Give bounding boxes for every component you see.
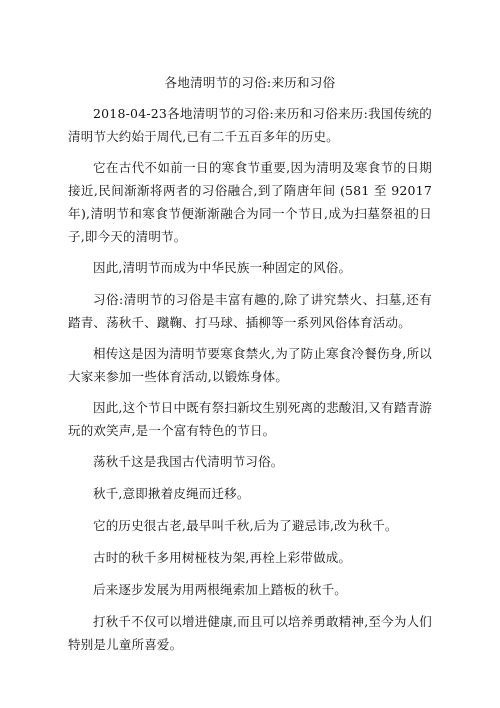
paragraph-custom-fixed: 因此,清明节而成为中华民族一种固定的风俗。 — [93, 260, 352, 275]
paragraph-intro: 2018-04-23各地清明节的习俗:来历和习俗来历:我国传统的清明节大约始于周代,已有二千五百多年的历史。 — [68, 106, 432, 144]
paragraph-swing-ancient: 古时的秋千多用树桠枝为架,再栓上彩带做成。 — [93, 550, 352, 565]
paragraph-swing-benefits: 打秋千不仅可以增进健康,而且可以培养勇敢精神,至今为人们特别是儿童所喜爱。 — [68, 614, 432, 652]
paragraph-history: 它在古代不如前一日的寒食节重要,因为清明及寒食节的日期接近,民间渐渐将两者的习俗融合,到了隋唐年间 (581 至 92017 年),清明节和寒食节便渐渐融合为同一个节日,成为扫墓祭祖的日子,即今天的清明节。 — [68, 160, 432, 244]
paragraph-swing-history: 它的历史很古老,最早叫千秋,后为了避忌讳,改为秋千。 — [93, 518, 398, 533]
paragraph-swing-development: 后来逐步发展为用两根绳索加上踏板的秋千。 — [93, 582, 348, 597]
paragraph-customs: 习俗:清明节的习俗是丰富有趣的,除了讲究禁火、扫墓,还有踏青、荡秋千、蹴鞠、打马球、插柳等一系列风俗体育活动。 — [68, 292, 432, 330]
document-title: 各地清明节的习俗:来历和习俗 — [164, 75, 336, 90]
paragraph-swing-intro: 荡秋千这是我国古代清明节习俗。 — [93, 454, 284, 469]
paragraph-legend: 相传这是因为清明节要寒食禁火,为了防止寒食冷餐伤身,所以大家来参加一些体育活动,以锻炼身体。 — [68, 346, 432, 384]
paragraph-swing-meaning: 秋千,意即揪着皮绳而迁移。 — [93, 486, 250, 501]
paragraph-festival-character: 因此,这个节日中既有祭扫新坟生别死离的悲酸泪,又有踏青游玩的欢笑声,是一个富有特色的节日。 — [68, 400, 432, 438]
